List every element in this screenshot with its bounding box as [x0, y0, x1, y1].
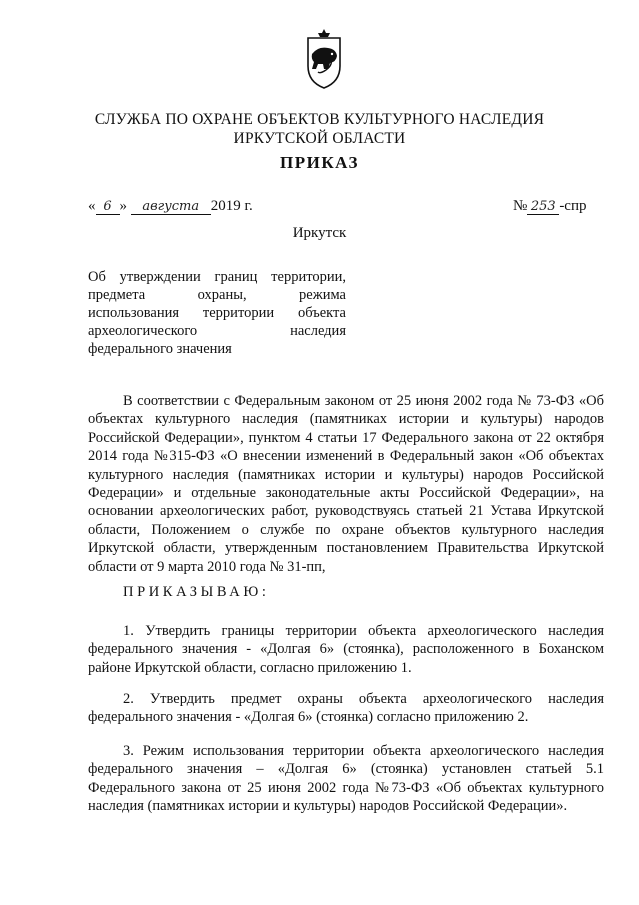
subject-line: предмета охраны, режима: [88, 287, 346, 303]
order-word: ПРИКАЗЫВАЮ:: [123, 584, 270, 600]
number-value-handwritten: 253: [527, 199, 559, 215]
subject-line: использования территории объекта: [88, 305, 346, 321]
organization-name-line-1: СЛУЖБА ПО ОХРАНЕ ОБЪЕКТОВ КУЛЬТУРНОГО НАСЛЕДИЯ: [94, 111, 545, 128]
city-name: Иркутск: [292, 225, 347, 241]
order-date: [88, 198, 253, 215]
order-number: [513, 198, 587, 215]
subject-line: археологического наследия: [88, 323, 346, 339]
number-suffix: -спр: [559, 198, 587, 214]
document-type-title: ПРИКАЗ: [280, 153, 359, 172]
order-item-3: 3. Режим использования территории объекта археологического наследия федерального значения – «Долгая 6» (стоянка) установлен статьей 5.1 Федерального закона от 25 июня 2002 года №73-ФЗ «Об объектах культурного наследия (памятниках истории и культуры) народов Российской Федерации».: [88, 743, 604, 815]
date-open-quote: «: [88, 198, 96, 214]
number-prefix: №: [513, 198, 528, 214]
subject-line: федерального значения: [88, 341, 232, 357]
subject-line: Об утверждении границ территории,: [88, 269, 346, 285]
date-close-quote: »: [119, 198, 127, 214]
order-subject: [88, 268, 346, 358]
coat-of-arms-emblem: [304, 28, 344, 90]
order-item-2: 2. Утвердить предмет охраны объекта археологического наследия федерального значения - «Долгая 6» (стоянка) согласно приложению 2.: [88, 691, 604, 726]
date-month-handwritten: августа: [131, 199, 211, 215]
date-year: 2019 г.: [210, 198, 253, 214]
preamble-paragraph: В соответствии с Федеральным законом от 25 июня 2002 года № 73-ФЗ «Об объектах культурного наследия (памятниках истории и культуры) народов Российской Федерации», пунктом 4 статьи 17 Федерального закона от 22 октября 2014 года №315-ФЗ «О внесении изменений в Федеральный закон «Об объектах культурного наследия (памятниках истории и культуры) народов Российской Федерации» и отдельные законодательные акты Российской Федерации», на основании археологических работ, руководствуясь статьей 21 Устава Иркутской области, Положением о службе по охране объектов культурного наследия Иркутской области, утвержденным постановлением Правительства Иркутской области от 9 марта 2010 года № 31-пп,: [88, 393, 604, 575]
organization-name-line-2: ИРКУТСКОЙ ОБЛАСТИ: [233, 130, 406, 147]
order-item-1: 1. Утвердить границы территории объекта археологического наследия федерального значения - «Долгая 6» (стоянка), расположенного в Боханском районе Иркутской области, согласно приложению 1.: [88, 623, 604, 676]
date-day-handwritten: 6: [96, 199, 120, 215]
